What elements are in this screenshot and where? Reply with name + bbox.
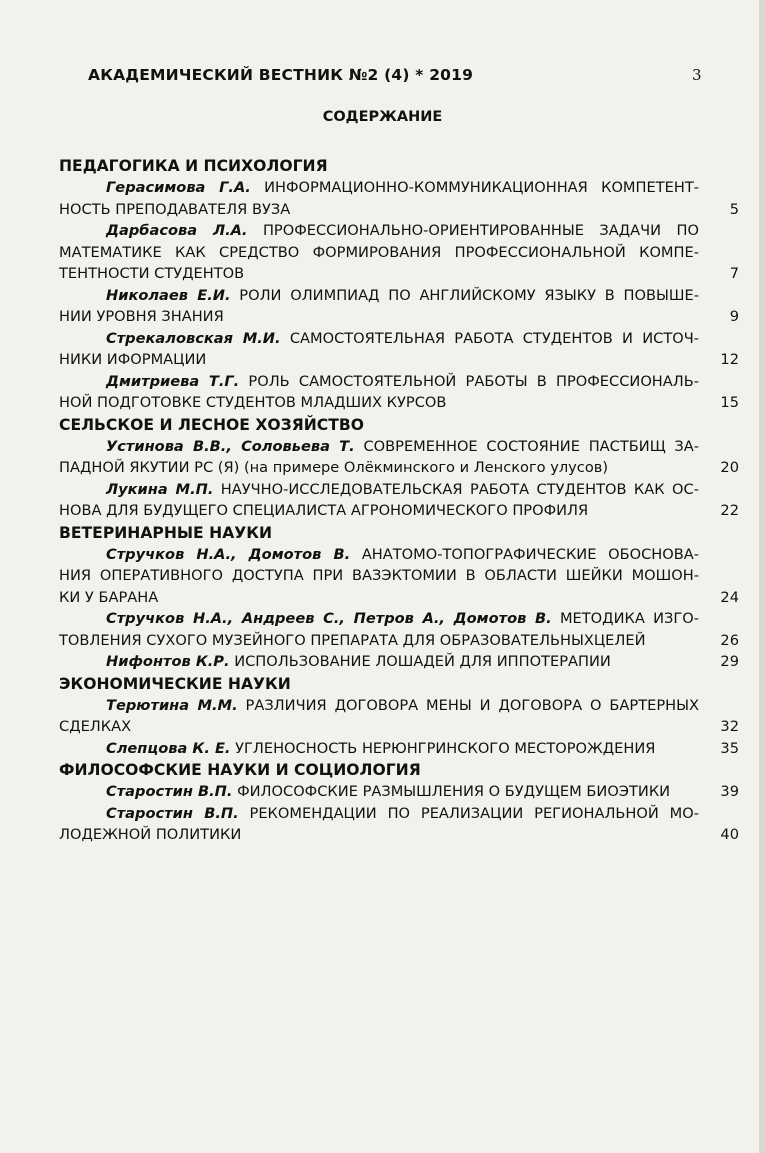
entry-author: Устинова В.В., Соловьева Т. [106,437,355,455]
entry-line [59,587,739,609]
entry-title-text: ТЕНТНОСТИ СТУДЕНТОВ [59,265,245,282]
entry-title-text: МЕТОДИКА ИЗГО- [559,610,699,627]
entry-line [59,803,739,825]
entry-title-text: РАЗЛИЧИЯ ДОГОВОРА МЕНЫ И ДОГОВОРА О БАРТЕРНЫХ [245,696,699,714]
entry-line [59,781,739,803]
entry-line [59,824,739,846]
entry-line [59,608,739,630]
entry-author: Стручков Н.А., Домотов В. [106,545,351,563]
entry-title-text: САМОСТОЯТЕЛЬНАЯ РАБОТА СТУДЕНТОВ И ИСТОЧ- [289,329,699,347]
entry-line [59,457,739,479]
entry-title-text: НОСТЬ ПРЕПОДАВАТЕЛЯ ВУЗА [59,200,291,218]
toc-entry [59,479,739,522]
entry-title-text: ЛОДЕЖНОЙ ПОЛИТИКИ [59,826,242,843]
entry-author: Стручков Н.А., Андреев С., Петров А., Домотов В. [106,610,552,627]
entry-page-number: 24 [720,588,739,606]
section-heading: ЭКОНОМИЧЕСКИЕ НАУКИ [59,674,291,693]
toc-entry [59,608,739,651]
entry-author: Герасимова Г.А. [106,179,251,196]
entry-title-text: АНАТОМО-ТОПОГРАФИЧЕСКИЕ ОБОСНОВА- [361,545,699,563]
entry-title-text: РОЛЬ САМОСТОЯТЕЛЬНОЙ РАБОТЫ В ПРОФЕССИОНАЛЬ- [248,372,700,390]
entry-author: Стрекаловская М.И. [106,329,281,347]
entry-line [59,263,739,285]
entry-line [59,349,739,371]
entry-title-text: ИНФОРМАЦИОННО-КОММУНИКАЦИОННАЯ КОМПЕТЕНТ- [264,179,700,196]
entry-title-text: ПРОФЕССИОНАЛЬНО-ОРИЕНТИРОВАННЫЕ ЗАДАЧИ ПО [262,222,699,239]
entry-page-number: 29 [720,653,739,670]
entry-author: Николаев Е.И. [106,286,231,304]
table-of-contents [59,155,739,846]
toc-entry [59,651,739,673]
entry-line [59,242,739,264]
entry-page-number: 39 [720,783,739,800]
entry-title-text: СДЕЛКАХ [59,718,132,735]
entry-line [59,436,739,458]
section-heading: ВЕТЕРИНАРНЫЕ НАУКИ [59,523,273,542]
entry-line [59,371,739,393]
entry-author: Терютина М.М. [106,696,238,714]
toc-entry [59,371,739,414]
entry-line [59,716,739,738]
entry-author: Старостин В.П. [106,804,239,822]
entry-author: Старостин В.П. [106,783,233,800]
entry-line [59,630,739,652]
entry-page-number: 9 [729,308,739,325]
entry-page-number: 32 [720,718,739,735]
entry-line [59,392,739,414]
toc-entry [59,177,739,220]
entry-line [59,328,739,350]
entry-page-number: 12 [720,351,739,368]
entry-title-text: РЕКОМЕНДАЦИИ ПО РЕАЛИЗАЦИИ РЕГИОНАЛЬНОЙ МО- [249,804,700,822]
page-edge [759,0,765,1153]
entry-author: Нифонтов К.Р. [106,653,230,670]
section-heading: СЕЛЬСКОЕ И ЛЕСНОЕ ХОЗЯЙСТВО [59,415,365,434]
entry-line [59,544,739,566]
entry-line [59,738,739,760]
entry-title-text: УГЛЕНОСНОСТЬ НЕРЮНГРИНСКОГО МЕСТОРОЖДЕНИЯ [235,739,656,757]
entry-line [59,306,739,328]
entry-title-text: НИИ УРОВНЯ ЗНАНИЯ [59,308,224,325]
entry-author: Слепцова К. Е. [106,739,231,757]
entry-page-number: 22 [720,502,739,519]
entry-page-number: 15 [720,394,739,411]
entry-page-number: 26 [720,631,739,649]
toc-entry [59,803,739,846]
contents-heading: СОДЕРЖАНИЕ [322,109,443,125]
entry-title-text: ИСПОЛЬЗОВАНИЕ ЛОШАДЕЙ ДЛЯ ИППОТЕРАПИИ [234,653,611,670]
journal-title: АКАДЕМИЧЕСКИЙ ВЕСТНИК №2 (4) * 2019 [88,66,474,84]
entry-page-number: 40 [720,826,739,843]
toc-entry [59,544,739,609]
entry-title-text: ПАДНОЙ ЯКУТИИ РС (Я) (на примере Олёкминского и Ленского улусов) [59,459,609,476]
entry-line [59,651,739,673]
entry-title-text: РОЛИ ОЛИМПИАД ПО АНГЛИЙСКОМУ ЯЗЫКУ В ПОВЫШЕ- [239,286,699,304]
entry-page-number: 5 [729,200,739,218]
toc-entry [59,695,739,738]
entry-title-text: НОЙ ПОДГОТОВКЕ СТУДЕНТОВ МЛАДШИХ КУРСОВ [59,394,447,411]
toc-entry [59,328,739,371]
toc-entry [59,285,739,328]
entry-line [59,695,739,717]
entry-title-text: НИЯ ОПЕРАТИВНОГО ДОСТУПА ПРИ ВАЗЭКТОМИИ В ОБЛАСТИ ШЕЙКИ МОШОН- [59,567,699,584]
entry-line [59,500,739,522]
entry-title-text: НИКИ ИФОРМАЦИИ [59,351,207,368]
entry-author: Дмитриева Т.Г. [106,372,240,390]
entry-page-number: 7 [729,265,739,282]
entry-title-text: НОВА ДЛЯ БУДУЩЕГО СПЕЦИАЛИСТА АГРОНОМИЧЕСКОГО ПРОФИЛЯ [59,502,589,519]
entry-title-text: КИ У БАРАНА [59,588,159,606]
section-heading: ПЕДАГОГИКА И ПСИХОЛОГИЯ [59,157,328,175]
entry-line [59,479,739,501]
entry-title-text: ФИЛОСОФСКИЕ РАЗМЫШЛЕНИЯ О БУДУЩЕМ БИОЭТИКИ [237,783,671,800]
toc-entry [59,781,739,803]
entry-title-text: ТОВЛЕНИЯ СУХОГО МУЗЕЙНОГО ПРЕПАРАТА ДЛЯ ОБРАЗОВАТЕЛЬНЫХЦЕЛЕЙ [59,631,646,649]
entry-line [59,177,739,199]
entry-title-text: СОВРЕМЕННОЕ СОСТОЯНИЕ ПАСТБИЩ ЗА- [363,437,700,455]
entry-line [59,220,739,242]
page-number: 3 [692,66,702,84]
entry-title-text: МАТЕМАТИКЕ КАК СРЕДСТВО ФОРМИРОВАНИЯ ПРОФЕССИОНАЛЬНОЙ КОМПЕ- [59,243,699,261]
entry-title-text: НАУЧНО-ИССЛЕДОВАТЕЛЬСКАЯ РАБОТА СТУДЕНТОВ КАК ОС- [220,480,699,498]
section-heading: ФИЛОСОФСКИЕ НАУКИ И СОЦИОЛОГИЯ [59,761,421,779]
toc-entry [59,436,739,479]
entry-page-number: 20 [720,459,739,476]
entry-line [59,199,739,221]
toc-entry [59,220,739,285]
entry-author: Дарбасова Л.А. [106,222,248,239]
toc-entry [59,738,739,760]
entry-author: Лукина М.П. [106,480,214,498]
entry-line [59,285,739,307]
entry-page-number: 35 [720,739,739,757]
entry-line [59,565,739,587]
